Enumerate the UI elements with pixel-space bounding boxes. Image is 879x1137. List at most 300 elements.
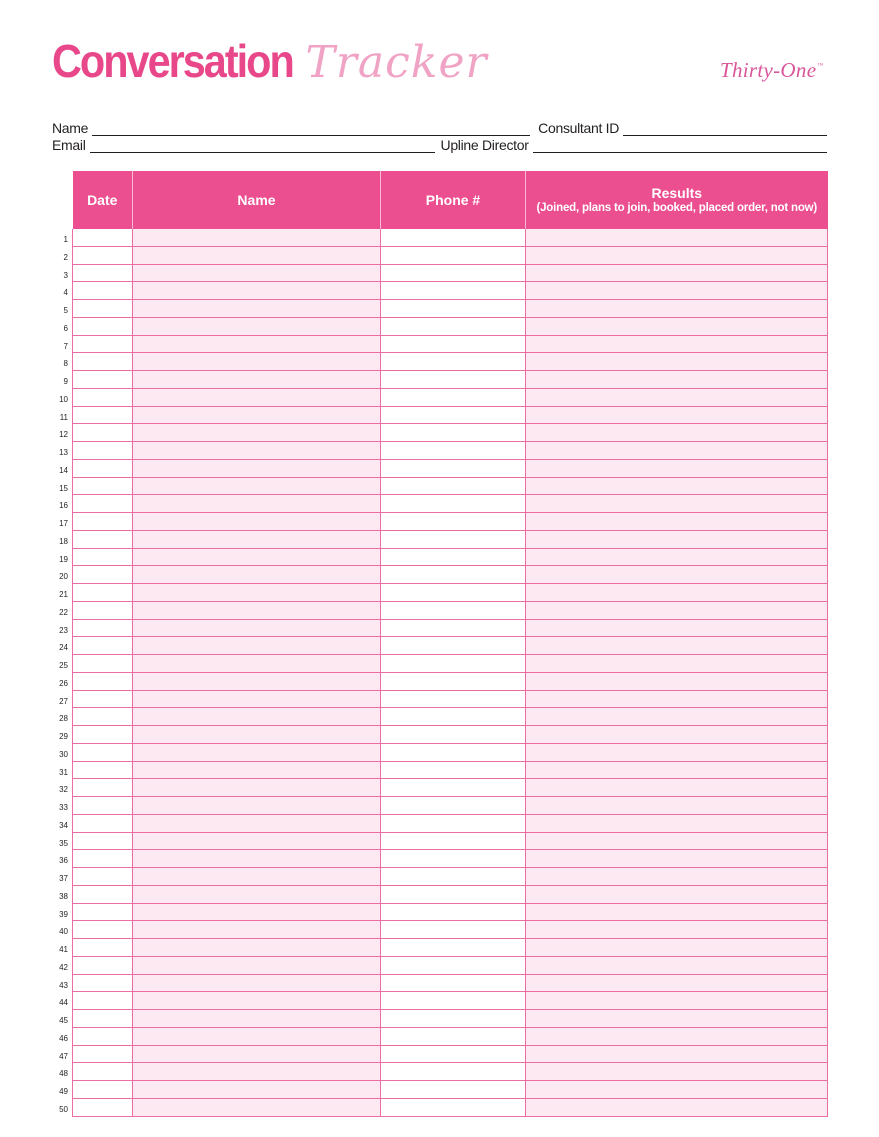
row-number: 43	[59, 980, 68, 990]
table-row	[73, 1027, 828, 1045]
phone-cell[interactable]	[381, 300, 526, 318]
table-row	[73, 477, 828, 495]
results-cell[interactable]	[526, 832, 828, 850]
table-row	[73, 690, 828, 708]
date-cell[interactable]	[73, 584, 133, 602]
name-cell[interactable]	[133, 530, 381, 548]
name-cell[interactable]	[133, 726, 381, 744]
row-number: 26	[59, 678, 68, 688]
row-number: 15	[59, 483, 68, 493]
row-number: 50	[59, 1104, 68, 1114]
row-number: 13	[59, 448, 68, 457]
row-number: 34	[59, 820, 68, 830]
name-cell[interactable]	[133, 637, 381, 655]
name-cell[interactable]	[133, 832, 381, 850]
date-cell[interactable]	[73, 868, 133, 886]
name-cell[interactable]	[133, 779, 381, 797]
header-date: Date	[73, 171, 133, 229]
header-results-title: Results	[651, 184, 703, 201]
results-cell[interactable]	[526, 708, 828, 726]
row-number: 35	[59, 838, 68, 848]
table-row	[73, 495, 828, 513]
results-cell[interactable]	[526, 637, 828, 655]
name-cell[interactable]	[133, 850, 381, 868]
date-cell[interactable]	[73, 956, 133, 974]
phone-cell[interactable]	[381, 921, 526, 939]
name-cell[interactable]	[133, 761, 381, 779]
results-cell[interactable]	[526, 885, 828, 903]
name-cell[interactable]	[133, 814, 381, 832]
row-number: 7	[63, 341, 68, 351]
phone-cell[interactable]	[381, 513, 526, 531]
date-cell[interactable]	[73, 850, 133, 868]
results-cell[interactable]	[526, 477, 828, 495]
results-cell[interactable]	[526, 619, 828, 637]
name-cell[interactable]	[133, 939, 381, 957]
date-cell[interactable]	[73, 1063, 133, 1081]
phone-cell[interactable]	[381, 424, 526, 442]
name-cell[interactable]	[133, 885, 381, 903]
date-cell[interactable]	[73, 335, 133, 353]
name-label: Name	[52, 120, 89, 136]
row-number: 37	[59, 874, 68, 883]
row-number: 1	[63, 235, 68, 244]
row-number: 27	[59, 696, 68, 706]
phone-cell[interactable]	[381, 246, 526, 264]
row-number: 19	[59, 554, 68, 564]
table-row	[73, 903, 828, 921]
phone-cell[interactable]	[381, 388, 526, 406]
date-cell[interactable]	[73, 530, 133, 548]
table-row	[73, 371, 828, 389]
results-cell[interactable]	[526, 584, 828, 602]
table-row	[73, 939, 828, 957]
table-row	[73, 548, 828, 566]
results-cell[interactable]	[526, 317, 828, 335]
name-cell[interactable]	[133, 1098, 381, 1116]
name-cell[interactable]	[133, 264, 381, 282]
name-cell[interactable]	[133, 459, 381, 477]
row-number: 8	[63, 359, 68, 369]
row-number: 16	[59, 501, 68, 511]
results-cell[interactable]	[526, 442, 828, 460]
date-cell[interactable]	[73, 601, 133, 619]
date-cell[interactable]	[73, 1081, 133, 1099]
row-number: 47	[59, 1051, 68, 1061]
name-cell[interactable]	[133, 655, 381, 673]
phone-cell[interactable]	[381, 1027, 526, 1045]
phone-cell[interactable]	[381, 761, 526, 779]
name-cell[interactable]	[133, 743, 381, 761]
phone-cell[interactable]	[381, 974, 526, 992]
phone-cell[interactable]	[381, 956, 526, 974]
row-number: 3	[63, 270, 68, 280]
date-cell[interactable]	[73, 406, 133, 424]
phone-cell[interactable]	[381, 1010, 526, 1028]
row-number: 31	[59, 767, 68, 777]
upline-director-field[interactable]	[533, 139, 827, 153]
results-cell[interactable]	[526, 335, 828, 353]
phone-cell[interactable]	[381, 495, 526, 513]
table-row	[73, 655, 828, 673]
phone-cell[interactable]	[381, 442, 526, 460]
phone-cell[interactable]	[381, 282, 526, 300]
results-cell[interactable]	[526, 797, 828, 815]
phone-cell[interactable]	[381, 992, 526, 1010]
results-cell[interactable]	[526, 530, 828, 548]
table-row	[73, 300, 828, 318]
table-row	[73, 530, 828, 548]
phone-cell[interactable]	[381, 530, 526, 548]
name-cell[interactable]	[133, 1063, 381, 1081]
header-name: Name	[133, 171, 381, 229]
table-row	[73, 814, 828, 832]
date-cell[interactable]	[73, 282, 133, 300]
phone-cell[interactable]	[381, 832, 526, 850]
results-cell[interactable]	[526, 814, 828, 832]
table-row	[73, 726, 828, 744]
table-row	[73, 637, 828, 655]
date-cell[interactable]	[73, 903, 133, 921]
date-cell[interactable]	[73, 797, 133, 815]
row-number: 38	[59, 891, 68, 901]
results-cell[interactable]	[526, 1027, 828, 1045]
phone-cell[interactable]	[381, 1098, 526, 1116]
results-cell[interactable]	[526, 353, 828, 371]
table-row	[73, 335, 828, 353]
date-cell[interactable]	[73, 814, 133, 832]
date-cell[interactable]	[73, 939, 133, 957]
row-number: 49	[59, 1087, 68, 1096]
date-cell[interactable]	[73, 229, 133, 246]
name-cell[interactable]	[133, 672, 381, 690]
results-cell[interactable]	[526, 779, 828, 797]
results-cell[interactable]	[526, 726, 828, 744]
name-cell[interactable]	[133, 548, 381, 566]
date-cell[interactable]	[73, 832, 133, 850]
date-cell[interactable]	[73, 885, 133, 903]
results-cell[interactable]	[526, 601, 828, 619]
table-row	[73, 832, 828, 850]
phone-cell[interactable]	[381, 317, 526, 335]
phone-cell[interactable]	[381, 406, 526, 424]
phone-cell[interactable]	[381, 779, 526, 797]
date-cell[interactable]	[73, 353, 133, 371]
date-cell[interactable]	[73, 371, 133, 389]
table-row	[73, 1081, 828, 1099]
phone-cell[interactable]	[381, 566, 526, 584]
row-number: 12	[59, 430, 68, 440]
results-cell[interactable]	[526, 1010, 828, 1028]
name-cell[interactable]	[133, 690, 381, 708]
results-cell[interactable]	[526, 974, 828, 992]
table-row	[73, 566, 828, 584]
results-cell[interactable]	[526, 229, 828, 246]
results-cell[interactable]	[526, 1098, 828, 1116]
date-cell[interactable]	[73, 459, 133, 477]
table-row	[73, 459, 828, 477]
table-row	[73, 353, 828, 371]
row-number: 45	[59, 1016, 68, 1025]
date-cell[interactable]	[73, 264, 133, 282]
row-number: 22	[59, 607, 68, 617]
table-row	[73, 797, 828, 815]
results-cell[interactable]	[526, 690, 828, 708]
row-number: 11	[59, 412, 68, 422]
name-cell[interactable]	[133, 442, 381, 460]
phone-cell[interactable]	[381, 1081, 526, 1099]
name-cell[interactable]	[133, 406, 381, 424]
phone-cell[interactable]	[381, 797, 526, 815]
row-number: 17	[59, 519, 68, 528]
date-cell[interactable]	[73, 708, 133, 726]
results-cell[interactable]	[526, 1045, 828, 1063]
phone-cell[interactable]	[381, 601, 526, 619]
name-cell[interactable]	[133, 1045, 381, 1063]
results-cell[interactable]	[526, 459, 828, 477]
results-cell[interactable]	[526, 761, 828, 779]
name-cell[interactable]	[133, 513, 381, 531]
date-cell[interactable]	[73, 672, 133, 690]
name-cell[interactable]	[133, 708, 381, 726]
phone-cell[interactable]	[381, 939, 526, 957]
phone-cell[interactable]	[381, 690, 526, 708]
name-cell[interactable]	[133, 388, 381, 406]
phone-cell[interactable]	[381, 1063, 526, 1081]
date-cell[interactable]	[73, 992, 133, 1010]
name-cell[interactable]	[133, 282, 381, 300]
results-cell[interactable]	[526, 992, 828, 1010]
results-cell[interactable]	[526, 921, 828, 939]
date-cell[interactable]	[73, 424, 133, 442]
date-cell[interactable]	[73, 548, 133, 566]
table-row	[73, 1098, 828, 1116]
date-cell[interactable]	[73, 743, 133, 761]
table-row	[73, 1045, 828, 1063]
table-row	[73, 885, 828, 903]
table-row	[73, 584, 828, 602]
results-cell[interactable]	[526, 264, 828, 282]
date-cell[interactable]	[73, 1098, 133, 1116]
row-number: 18	[59, 536, 68, 546]
email-label: Email	[52, 137, 86, 153]
name-cell[interactable]	[133, 335, 381, 353]
date-cell[interactable]	[73, 300, 133, 318]
row-number: 5	[63, 306, 68, 315]
phone-cell[interactable]	[381, 548, 526, 566]
name-cell[interactable]	[133, 619, 381, 637]
name-cell[interactable]	[133, 566, 381, 584]
table-row	[73, 424, 828, 442]
name-cell[interactable]	[133, 1081, 381, 1099]
date-cell[interactable]	[73, 779, 133, 797]
date-cell[interactable]	[73, 619, 133, 637]
row-number: 36	[59, 856, 68, 866]
results-cell[interactable]	[526, 868, 828, 886]
phone-cell[interactable]	[381, 726, 526, 744]
table-row	[73, 513, 828, 531]
name-cell[interactable]	[133, 371, 381, 389]
name-cell[interactable]	[133, 229, 381, 246]
results-cell[interactable]	[526, 903, 828, 921]
phone-cell[interactable]	[381, 814, 526, 832]
table-row	[73, 992, 828, 1010]
phone-cell[interactable]	[381, 619, 526, 637]
results-cell[interactable]	[526, 300, 828, 318]
name-cell[interactable]	[133, 601, 381, 619]
row-number: 14	[59, 465, 68, 475]
date-cell[interactable]	[73, 1045, 133, 1063]
name-cell[interactable]	[133, 974, 381, 992]
results-cell[interactable]	[526, 956, 828, 974]
phone-cell[interactable]	[381, 850, 526, 868]
table-row	[73, 388, 828, 406]
tracker-table	[72, 171, 828, 1117]
results-cell[interactable]	[526, 743, 828, 761]
date-cell[interactable]	[73, 1027, 133, 1045]
results-cell[interactable]	[526, 548, 828, 566]
phone-cell[interactable]	[381, 459, 526, 477]
table-row	[73, 743, 828, 761]
date-cell[interactable]	[73, 388, 133, 406]
table-row	[73, 317, 828, 335]
table-row	[73, 850, 828, 868]
date-cell[interactable]	[73, 655, 133, 673]
phone-cell[interactable]	[381, 868, 526, 886]
row-number: 39	[59, 909, 68, 919]
header-results-subtitle: (Joined, plans to join, booked, placed order, not now)	[536, 201, 818, 214]
table-row	[73, 442, 828, 460]
results-cell[interactable]	[526, 850, 828, 868]
date-cell[interactable]	[73, 566, 133, 584]
phone-cell[interactable]	[381, 229, 526, 246]
date-cell[interactable]	[73, 246, 133, 264]
row-number: 24	[59, 643, 68, 653]
date-cell[interactable]	[73, 1010, 133, 1028]
name-cell[interactable]	[133, 353, 381, 371]
phone-cell[interactable]	[381, 743, 526, 761]
date-cell[interactable]	[73, 921, 133, 939]
date-cell[interactable]	[73, 637, 133, 655]
name-cell[interactable]	[133, 992, 381, 1010]
results-cell[interactable]	[526, 513, 828, 531]
phone-cell[interactable]	[381, 672, 526, 690]
phone-cell[interactable]	[381, 655, 526, 673]
brand-logo	[720, 58, 824, 83]
date-cell[interactable]	[73, 477, 133, 495]
name-cell[interactable]	[133, 300, 381, 318]
date-cell[interactable]	[73, 690, 133, 708]
phone-cell[interactable]	[381, 708, 526, 726]
upline-director-label: Upline Director	[440, 137, 529, 153]
results-cell[interactable]	[526, 282, 828, 300]
results-cell[interactable]	[526, 371, 828, 389]
results-cell[interactable]	[526, 406, 828, 424]
row-number-column	[40, 231, 68, 1119]
field-row-name	[52, 118, 827, 136]
date-cell[interactable]	[73, 442, 133, 460]
name-cell[interactable]	[133, 1027, 381, 1045]
results-cell[interactable]	[526, 672, 828, 690]
name-cell[interactable]	[133, 868, 381, 886]
name-field[interactable]	[92, 122, 530, 136]
table-row	[73, 974, 828, 992]
date-cell[interactable]	[73, 761, 133, 779]
name-cell[interactable]	[133, 317, 381, 335]
row-number: 40	[59, 927, 68, 937]
phone-cell[interactable]	[381, 353, 526, 371]
row-number: 48	[59, 1069, 68, 1079]
phone-cell[interactable]	[381, 264, 526, 282]
results-cell[interactable]	[526, 939, 828, 957]
phone-cell[interactable]	[381, 477, 526, 495]
name-cell[interactable]	[133, 1010, 381, 1028]
row-number: 10	[59, 394, 68, 404]
row-number: 41	[59, 945, 68, 954]
results-cell[interactable]	[526, 1081, 828, 1099]
email-field[interactable]	[90, 139, 435, 153]
header-results	[526, 171, 828, 229]
results-cell[interactable]	[526, 566, 828, 584]
name-cell[interactable]	[133, 921, 381, 939]
brand-trademark: ™	[817, 63, 824, 69]
name-cell[interactable]	[133, 956, 381, 974]
name-cell[interactable]	[133, 797, 381, 815]
table-row	[73, 406, 828, 424]
row-number: 42	[59, 962, 68, 972]
row-number: 25	[59, 661, 68, 670]
results-cell[interactable]	[526, 495, 828, 513]
name-cell[interactable]	[133, 477, 381, 495]
phone-cell[interactable]	[381, 584, 526, 602]
phone-cell[interactable]	[381, 637, 526, 655]
row-number: 32	[59, 785, 68, 795]
row-number: 33	[59, 803, 68, 812]
date-cell[interactable]	[73, 974, 133, 992]
phone-cell[interactable]	[381, 885, 526, 903]
table-row	[73, 1010, 828, 1028]
phone-cell[interactable]	[381, 371, 526, 389]
date-cell[interactable]	[73, 317, 133, 335]
name-cell[interactable]	[133, 584, 381, 602]
name-cell[interactable]	[133, 246, 381, 264]
date-cell[interactable]	[73, 495, 133, 513]
name-cell[interactable]	[133, 903, 381, 921]
table-row	[73, 956, 828, 974]
phone-cell[interactable]	[381, 335, 526, 353]
phone-cell[interactable]	[381, 1045, 526, 1063]
results-cell[interactable]	[526, 1063, 828, 1081]
results-cell[interactable]	[526, 655, 828, 673]
consultant-id-field[interactable]	[623, 122, 827, 136]
date-cell[interactable]	[73, 513, 133, 531]
row-number: 20	[59, 572, 68, 582]
row-number: 9	[63, 377, 68, 386]
phone-cell[interactable]	[381, 903, 526, 921]
results-cell[interactable]	[526, 388, 828, 406]
title-conversation: Conversation	[52, 35, 293, 87]
row-number: 44	[59, 998, 68, 1008]
results-cell[interactable]	[526, 424, 828, 442]
date-cell[interactable]	[73, 726, 133, 744]
row-number: 46	[59, 1033, 68, 1043]
table-row	[73, 779, 828, 797]
results-cell[interactable]	[526, 246, 828, 264]
table-row	[73, 921, 828, 939]
name-cell[interactable]	[133, 495, 381, 513]
name-cell[interactable]	[133, 424, 381, 442]
row-number: 29	[59, 732, 68, 741]
